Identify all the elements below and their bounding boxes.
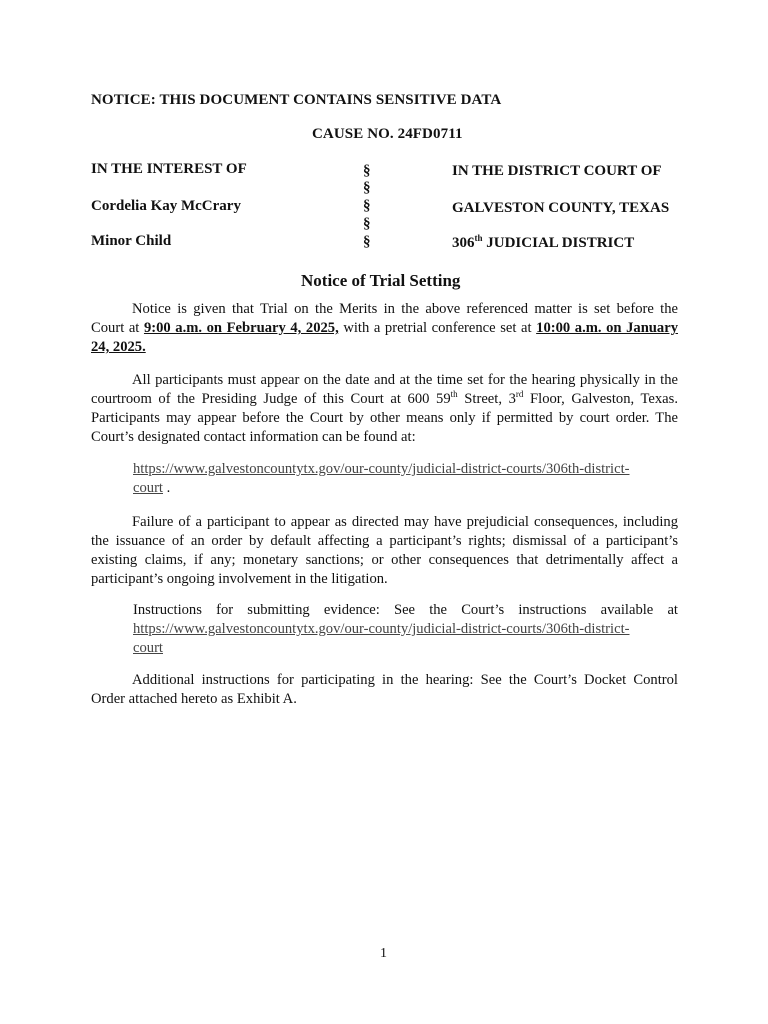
evidence-instructions-link-continued[interactable]	[133, 639, 163, 658]
pretrial-date-continued: 24, 2025.	[91, 339, 146, 355]
paragraph2-line4: Court’s designated contact information can be found at:	[91, 429, 416, 445]
paragraph2-line1: All participants must appear on the date and at the time set for the hearing physically in the	[132, 372, 678, 388]
paragraph1-line1: Notice is given that Trial on the Merits in the above referenced matter is set before the	[132, 301, 678, 317]
court-website-link-line1[interactable]: https://www.galvestoncountytx.gov/our-county/judicial-district-courts/306th-district-	[133, 461, 630, 477]
paragraph4-line1: Instructions for submitting evidence: See the Court’s instructions available at	[133, 602, 678, 618]
section-symbol: §	[363, 234, 371, 250]
caption-minor-child: Minor Child	[91, 233, 172, 249]
court-website-link-line2[interactable]: court	[133, 480, 163, 496]
evidence-link-line2[interactable]: court	[133, 640, 163, 656]
section-symbol: §	[363, 163, 371, 179]
evidence-link-line1[interactable]: https://www.galvestoncountytx.gov/our-county/judicial-district-courts/306th-district-	[133, 621, 630, 637]
cause-number: CAUSE NO. 24FD0711	[312, 126, 463, 142]
document-title: Notice of Trial Setting	[301, 271, 461, 290]
section-symbol: §	[363, 198, 371, 214]
paragraph5-line2: Order attached hereto as Exhibit A.	[91, 691, 297, 707]
caption-county: GALVESTON COUNTY, TEXAS	[452, 200, 670, 216]
caption-in-the-interest-of: IN THE INTEREST OF	[91, 161, 247, 177]
caption-child-name: Cordelia Kay McCrary	[91, 198, 241, 214]
paragraph3-line1: Failure of a participant to appear as directed may have prejudicial consequences, including	[132, 514, 678, 530]
paragraph3-line2: the issuance of an order by default affecting a participant’s rights; dismissal of a participant’s	[91, 533, 678, 549]
section-symbol: §	[363, 216, 371, 232]
sensitive-data-notice: NOTICE: THIS DOCUMENT CONTAINS SENSITIVE DATA	[91, 92, 502, 108]
caption-judicial-district: 306th JUDICIAL DISTRICT	[452, 233, 635, 251]
paragraph2-line3: Participants may appear before the Court by other means only if permitted by court order. The	[91, 410, 678, 426]
paragraph3-line3: existing claims, if any; monetary sanctions; or other consequences that detrimentally affect a	[91, 552, 678, 568]
court-contact-link[interactable]	[133, 460, 630, 479]
section-symbol: §	[363, 180, 371, 196]
paragraph5-line1: Additional instructions for participating in the hearing: See the Court’s Docket Control	[132, 672, 678, 688]
paragraph2-line2: courtroom of the Presiding Judge of this Court at 600 59th Street, 3rd Floor, Galveston, Texas.	[91, 389, 678, 407]
court-contact-link-continued[interactable]: court .	[133, 480, 171, 496]
pretrial-date-time: 10:00 a.m. on January	[536, 320, 678, 336]
paragraph1-line2: Court at 9:00 a.m. on February 4, 2025, with a pretrial conference set at 10:00 a.m. on January	[91, 320, 678, 336]
caption-district-court: IN THE DISTRICT COURT OF	[452, 163, 662, 179]
page-number: 1	[380, 946, 387, 961]
evidence-instructions-link[interactable]	[133, 620, 630, 639]
trial-date-time: 9:00 a.m. on February 4, 2025,	[143, 320, 339, 336]
paragraph3-line4: participant’s ongoing involvement in the litigation.	[91, 571, 388, 587]
